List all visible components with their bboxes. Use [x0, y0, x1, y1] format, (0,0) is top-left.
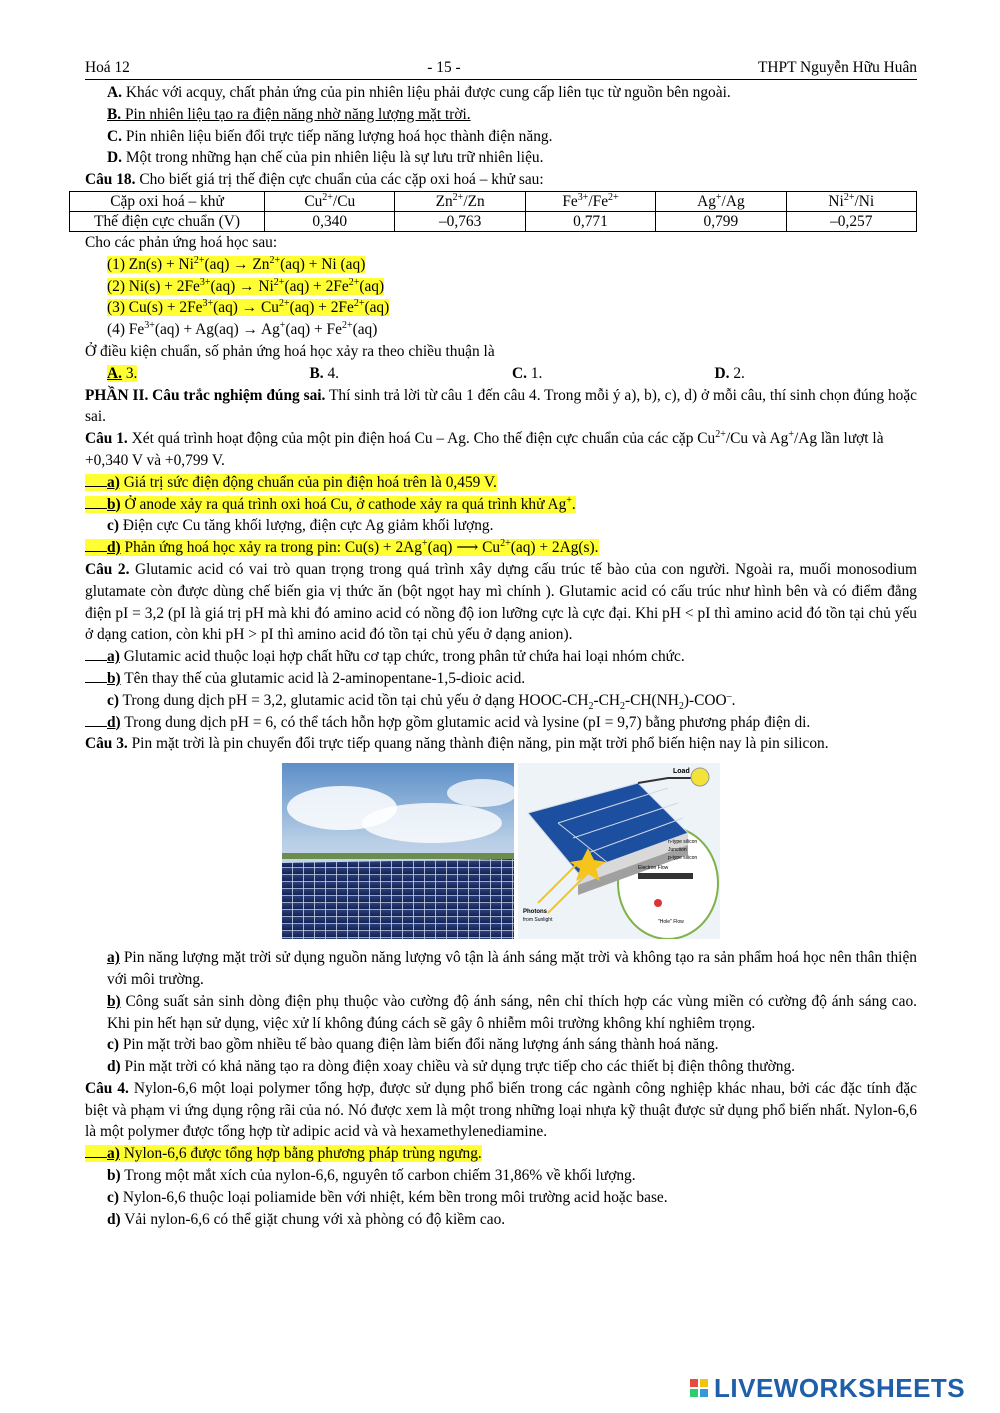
c2-d: d) Trong dung dịch pH = 6, có thể tách hỗn hợp gồm glutamic acid và lysine (pI = 9,7) bằng phương pháp điện di. — [85, 712, 917, 734]
c3-b: b) Công suất sản sinh dòng điện phụ thuộc vào cường độ ánh sáng, nên chỉ thích hợp các vùng miền có cường độ ánh sáng cao. Khi pin hết hạn sử dụng, việc xử lí không đúng cách sẽ gây ô nhiễm môi trường không khí nghiêm trọng. — [107, 992, 917, 1032]
c2-a: a) Glutamic acid thuộc loại hợp chất hữu cơ tạp chức, trong phân tử chứa hai loại nhóm chức. — [85, 646, 917, 668]
worksheet-page — [85, 58, 917, 1230]
q18-option-c[interactable]: C. 1. — [512, 364, 543, 382]
q17-option-d: D. Một trong những hạn chế của pin nhiên liệu là sự lưu trữ nhiên liệu. — [107, 149, 544, 167]
q17-option-a: A. Khác với acquy, chất phản ứng của pin nhiên liệu phải được cung cấp liên tục từ nguồn bên ngoài. — [107, 84, 731, 101]
diagram-label-electron: Electron Flow — [638, 865, 669, 872]
page-header — [85, 58, 917, 80]
header-school: THPT Nguyễn Hữu Huân — [758, 59, 917, 76]
c3-a: a) Pin năng lượng mặt trời sử dụng nguồn năng lượng vô tận là ánh sáng mặt trời và không tạo ra sản phẩm hoá học nên thân thiện với môi trường. — [107, 949, 917, 988]
potential-table: Cặp oxi hoá – khử $Cu^{2+}/Cu$ $Zn^{2+}/Zn$ $Fe^{3+}/Fe^{2+}$ Ag+/Ag $Ni^{2+}/Ni$ Thế điện cực chuẩn (V) 0,340 –0,763 0,771 0,799 –0,257 — [69, 191, 917, 232]
logo-text: LIVEWORKSHEETS — [714, 1372, 966, 1403]
c4-d: d) Vải nylon-6,6 có thể giặt chung với xà phòng có độ kiềm cao. — [107, 1210, 506, 1228]
q17-option-b: B. Pin nhiên liệu tạo ra điện năng nhờ năng lượng mặt trời. — [107, 105, 471, 123]
solar-farm-photo — [282, 763, 514, 939]
reaction-4: (4) $Fe^{3+}(aq) + Ag(aq) \to Ag^+(aq) + Fe^{2+}(aq)$ — [107, 320, 378, 339]
c3-c: c) Pin mặt trời bao gồm nhiều tế bào quang điện làm biến đổi năng lượng ánh sáng thành hoá năng. — [107, 1036, 719, 1054]
c1-a: a) Giá trị sức điện động chuẩn của pin điện hoá trên là 0,459 V. — [85, 472, 917, 494]
c1-c: c) Điện cực Cu tăng khối lượng, điện cực Ag giảm khối lượng. — [107, 517, 494, 535]
solar-cell-diagram — [518, 763, 720, 939]
c2-c: c) Trong dung dịch pH = 3,2, glutamic acid tồn tại chủ yếu ở dạng HOOC-$CH_2-CH_2-CH(NH_2)-COO^-$. — [107, 690, 736, 712]
c4-stem: Câu 4. Nylon-6,6 một loại polymer tổng hợp, được sử dụng phổ biến trong các ngành công nghiệp khác nhau, bởi các đặc tính đặc biệt và phạm vi ứng dụng rộng rãi của nó. Nó được xem là một trong những loại nhựa kỹ thuật được sử dụng phổ biến nhất. Nylon-6,6 là một polymer được tổng hợp từ adipic acid và và hexamethylenediamine. — [85, 1079, 917, 1141]
reaction-3: (3) $Cu(s) + 2Fe^{3+}(aq) \to Cu^{2+}(aq) + 2Fe^{2+}(aq)$ — [107, 298, 390, 317]
q18-stem: Câu 18. Cho biết giá trị thế điện cực chuẩn của các cặp oxi hoá – khử sau: — [85, 171, 544, 189]
diagram-label-junction: Junction — [668, 847, 687, 854]
q18-option-b[interactable]: B. 4. — [309, 364, 340, 382]
c3-images — [85, 763, 917, 939]
part2-heading: PHẦN II. Câu trắc nghiệm đúng sai. Thí sinh trả lời từ câu 1 đến câu 4. Trong mỗi ý a), b), c), d) ở mỗi câu, thí sinh chọn đúng hoặc sai. — [85, 386, 917, 426]
c3-stem: Câu 3. Pin mặt trời là pin chuyển đổi trực tiếp quang năng thành điện năng, pin mặt trời phổ biến hiện nay là pin silicon. — [85, 735, 829, 753]
diagram-label-n: n-type silicon — [668, 839, 698, 846]
c1-stem: Câu 1. Xét quá trình hoạt động của một pin điện hoá Cu – Ag. Cho thế điện cực chuẩn của các cặp $Cu^{2+}/Cu$ và Ag+/Ag lần lượt là +0,340 V và +0,799 V. — [85, 429, 884, 469]
q18-option-a[interactable]: A. 3. — [107, 364, 138, 382]
c1-b: b) Ở anode xảy ra quá trình oxi hoá Cu, ở cathode xảy ra quá trình khử Ag+. — [85, 494, 917, 516]
diagram-label-hole: "Hole" Flow — [658, 919, 684, 926]
logo-icon — [690, 1379, 708, 1397]
c2-b: b) Tên thay thế của glutamic acid là 2-aminopentane-1,5-dioic acid. — [85, 668, 917, 690]
c4-b: b) Trong một mắt xích của nylon-6,6, nguyên tố carbon chiếm 31,86% về khối lượng. — [107, 1167, 636, 1185]
header-subject: Hoá 12 — [85, 59, 130, 76]
header-page-number: - 15 - — [427, 59, 461, 76]
q18-question: Ở điều kiện chuẩn, số phản ứng hoá học xảy ra theo chiều thuận là — [85, 342, 495, 360]
c2-stem: Câu 2. Glutamic acid có vai trò quan trọng trong quá trình xây dựng cấu trúc tế bào của con người. Ngoài ra, muối monosodium glutamate còn được dùng chế biến gia vị thức ăn (bột ngọt hay mì chính ). Glutamic acid có cấu trúc như hình bên và có điểm đẳng điện pI = 3,2 (pI là giá trị pH mà khi đó amino acid có nồng độ ion lưỡng cực là cực đại. Khi pH < pI thì amino acid đó tồn tại chủ yếu ở dạng cation, còn khi pH > pI thì amino acid đó tồn tại chủ yếu ở dạng anion). — [85, 560, 917, 644]
diagram-label-sunlight: from Sunlight — [523, 917, 553, 924]
c3-d: d) Pin mặt trời có khả năng tạo ra dòng điện xoay chiều và sử dụng trực tiếp cho các thiết bị điện thông thường. — [107, 1058, 795, 1076]
diagram-label-p: p-type silicon — [668, 855, 698, 862]
c1-d: d) Phản ứng hoá học xảy ra trong pin: Cu(s) + 2Ag+(aq) ⟶ $Cu^{2+}(aq) + 2Ag(s)$. — [85, 537, 917, 559]
q17-option-c: C. Pin nhiên liệu biến đổi trực tiếp năng lượng hoá học thành điện năng. — [107, 127, 553, 145]
diagram-label-photons: Photons — [523, 909, 547, 916]
q18-option-d[interactable]: D. 2. — [714, 364, 745, 382]
reaction-2: (2) $Ni(s) + 2Fe^{3+}(aq) \to Ni^{2+}(aq) + 2Fe^{2+}(aq)$ — [107, 276, 385, 295]
c4-c: c) Nylon-6,6 thuộc loại poliamide bền với nhiệt, kém bền trong môi trường acid hoặc base. — [107, 1188, 668, 1206]
q18-options — [85, 363, 917, 385]
reaction-1: (1) $Zn(s) + Ni^{2+}(aq) \to Zn^{2+}(aq) + Ni$ (aq) — [107, 254, 366, 273]
reactions-intro: Cho các phản ứng hoá học sau: — [85, 233, 278, 251]
c4-a: a) Nylon-6,6 được tổng hợp bằng phương pháp trùng ngưng. — [85, 1143, 917, 1165]
diagram-label-load: Load — [673, 768, 690, 776]
liveworksheets-logo — [690, 1374, 990, 1402]
